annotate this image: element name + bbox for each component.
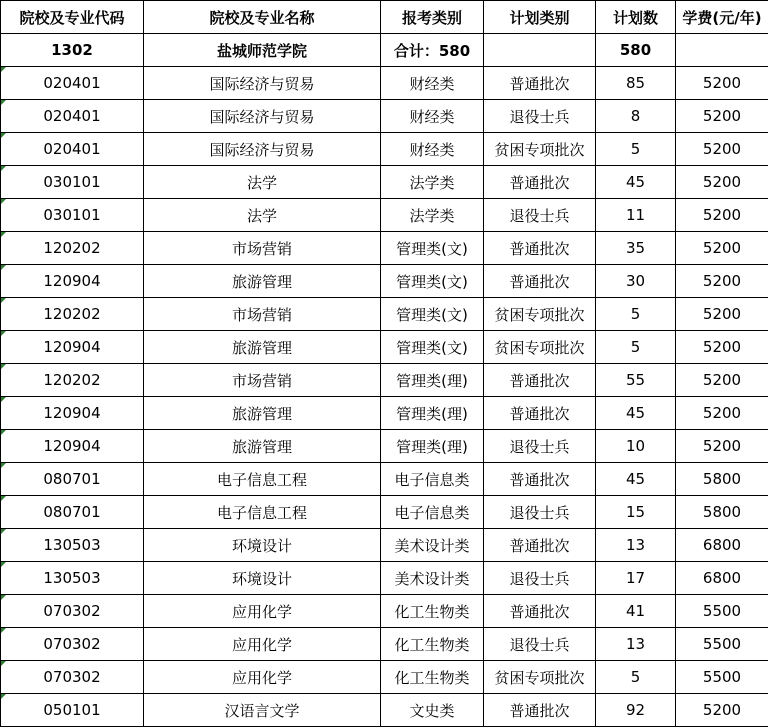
major-name: 旅游管理 — [144, 397, 381, 430]
table-row — [1, 331, 768, 364]
exam-category: 法学类 — [381, 166, 484, 199]
tuition-fee: 5200 — [676, 100, 768, 133]
major-code: 020401 — [1, 100, 144, 133]
plan-count: 85 — [596, 67, 676, 100]
exam-category: 管理类(文) — [381, 331, 484, 364]
plan-count: 13 — [596, 628, 676, 661]
major-name: 环境设计 — [144, 562, 381, 595]
table-row — [1, 694, 768, 727]
major-name: 市场营销 — [144, 364, 381, 397]
plan-type: 普通批次 — [484, 397, 596, 430]
tuition-fee: 5200 — [676, 265, 768, 298]
table-row — [1, 562, 768, 595]
tuition-fee: 5500 — [676, 661, 768, 694]
major-code: 020401 — [1, 133, 144, 166]
plan-type: 贫困专项批次 — [484, 331, 596, 364]
plan-type: 退役士兵 — [484, 562, 596, 595]
major-code: 070302 — [1, 661, 144, 694]
exam-category: 文史类 — [381, 694, 484, 727]
plan-count: 5 — [596, 298, 676, 331]
major-name: 旅游管理 — [144, 430, 381, 463]
exam-category: 美术设计类 — [381, 529, 484, 562]
major-name: 应用化学 — [144, 595, 381, 628]
plan-count: 11 — [596, 199, 676, 232]
major-code: 120904 — [1, 265, 144, 298]
table-row — [1, 595, 768, 628]
plan-type: 退役士兵 — [484, 100, 596, 133]
exam-category: 财经类 — [381, 67, 484, 100]
major-code: 120904 — [1, 331, 144, 364]
tuition-fee: 5200 — [676, 298, 768, 331]
plan-count: 13 — [596, 529, 676, 562]
plan-count: 41 — [596, 595, 676, 628]
tuition-fee: 5200 — [676, 199, 768, 232]
exam-category: 化工生物类 — [381, 628, 484, 661]
major-code: 080701 — [1, 496, 144, 529]
header-code: 院校及专业代码 — [1, 1, 144, 34]
exam-category: 管理类(文) — [381, 232, 484, 265]
tuition-fee: 5200 — [676, 166, 768, 199]
tuition-fee: 5200 — [676, 232, 768, 265]
plan-count: 8 — [596, 100, 676, 133]
major-name: 应用化学 — [144, 628, 381, 661]
exam-category: 化工生物类 — [381, 661, 484, 694]
major-code: 120202 — [1, 364, 144, 397]
plan-type: 普通批次 — [484, 463, 596, 496]
header-name: 院校及专业名称 — [144, 1, 381, 34]
tuition-fee: 6800 — [676, 529, 768, 562]
table-row — [1, 364, 768, 397]
exam-category: 化工生物类 — [381, 595, 484, 628]
plan-type: 普通批次 — [484, 232, 596, 265]
major-name: 国际经济与贸易 — [144, 67, 381, 100]
plan-type: 普通批次 — [484, 595, 596, 628]
plan-type: 普通批次 — [484, 67, 596, 100]
tuition-fee: 5500 — [676, 628, 768, 661]
plan-count: 45 — [596, 397, 676, 430]
table-row — [1, 298, 768, 331]
header-plan-type: 计划类别 — [484, 1, 596, 34]
table-row — [1, 265, 768, 298]
school-name: 盐城师范学院 — [144, 34, 381, 67]
tuition-fee: 5200 — [676, 364, 768, 397]
table-row — [1, 529, 768, 562]
table-row — [1, 232, 768, 265]
table-row — [1, 661, 768, 694]
tuition-fee: 5200 — [676, 694, 768, 727]
plan-count: 45 — [596, 463, 676, 496]
major-name: 市场营销 — [144, 298, 381, 331]
plan-count: 45 — [596, 166, 676, 199]
plan-type: 退役士兵 — [484, 628, 596, 661]
plan-count: 5 — [596, 661, 676, 694]
school-plan-type — [484, 34, 596, 67]
exam-category: 电子信息类 — [381, 463, 484, 496]
major-code: 020401 — [1, 67, 144, 100]
header-category: 报考类别 — [381, 1, 484, 34]
plan-count: 5 — [596, 133, 676, 166]
school-count: 580 — [596, 34, 676, 67]
major-name: 法学 — [144, 199, 381, 232]
plan-type: 普通批次 — [484, 364, 596, 397]
school-fee — [676, 34, 768, 67]
plan-type: 普通批次 — [484, 265, 596, 298]
major-name: 法学 — [144, 166, 381, 199]
major-name: 旅游管理 — [144, 265, 381, 298]
major-name: 国际经济与贸易 — [144, 100, 381, 133]
major-code: 030101 — [1, 199, 144, 232]
tuition-fee: 5200 — [676, 430, 768, 463]
school-summary-row — [1, 34, 768, 67]
exam-category: 管理类(理) — [381, 430, 484, 463]
table-row — [1, 430, 768, 463]
tuition-fee: 5200 — [676, 133, 768, 166]
plan-type: 贫困专项批次 — [484, 298, 596, 331]
major-name: 应用化学 — [144, 661, 381, 694]
exam-category: 财经类 — [381, 100, 484, 133]
plan-count: 92 — [596, 694, 676, 727]
major-code: 030101 — [1, 166, 144, 199]
plan-type: 普通批次 — [484, 166, 596, 199]
table-row — [1, 628, 768, 661]
header-count: 计划数 — [596, 1, 676, 34]
table-row — [1, 463, 768, 496]
tuition-fee: 5800 — [676, 463, 768, 496]
major-code: 070302 — [1, 628, 144, 661]
tuition-fee: 5200 — [676, 397, 768, 430]
plan-count: 55 — [596, 364, 676, 397]
exam-category: 管理类(理) — [381, 397, 484, 430]
major-name: 电子信息工程 — [144, 496, 381, 529]
plan-count: 15 — [596, 496, 676, 529]
major-code: 120202 — [1, 298, 144, 331]
plan-count: 35 — [596, 232, 676, 265]
major-code: 120904 — [1, 430, 144, 463]
plan-count: 10 — [596, 430, 676, 463]
plan-type: 退役士兵 — [484, 496, 596, 529]
tuition-fee: 5200 — [676, 67, 768, 100]
major-code: 130503 — [1, 562, 144, 595]
header-row — [1, 1, 768, 34]
major-name: 旅游管理 — [144, 331, 381, 364]
table-row — [1, 397, 768, 430]
exam-category: 法学类 — [381, 199, 484, 232]
header-fee: 学费(元/年) — [676, 1, 768, 34]
plan-type: 贫困专项批次 — [484, 661, 596, 694]
exam-category: 管理类(理) — [381, 364, 484, 397]
plan-count: 30 — [596, 265, 676, 298]
exam-category: 美术设计类 — [381, 562, 484, 595]
plan-type: 普通批次 — [484, 694, 596, 727]
major-name: 国际经济与贸易 — [144, 133, 381, 166]
table-row — [1, 166, 768, 199]
major-code: 120202 — [1, 232, 144, 265]
major-name: 市场营销 — [144, 232, 381, 265]
tuition-fee: 5800 — [676, 496, 768, 529]
tuition-fee: 5200 — [676, 331, 768, 364]
plan-type: 退役士兵 — [484, 430, 596, 463]
tuition-fee: 6800 — [676, 562, 768, 595]
table-row — [1, 67, 768, 100]
school-code: 1302 — [1, 34, 144, 67]
exam-category: 电子信息类 — [381, 496, 484, 529]
major-name: 汉语言文学 — [144, 694, 381, 727]
major-name: 环境设计 — [144, 529, 381, 562]
table-row — [1, 100, 768, 133]
major-code: 070302 — [1, 595, 144, 628]
plan-type: 普通批次 — [484, 529, 596, 562]
table-row — [1, 133, 768, 166]
exam-category: 管理类(文) — [381, 265, 484, 298]
major-code: 050101 — [1, 694, 144, 727]
major-code: 080701 — [1, 463, 144, 496]
major-name: 电子信息工程 — [144, 463, 381, 496]
major-code: 120904 — [1, 397, 144, 430]
school-total: 合计：580 — [381, 34, 484, 67]
exam-category: 管理类(文) — [381, 298, 484, 331]
table-row — [1, 496, 768, 529]
exam-category: 财经类 — [381, 133, 484, 166]
plan-count: 17 — [596, 562, 676, 595]
major-code: 130503 — [1, 529, 144, 562]
table-row — [1, 199, 768, 232]
tuition-fee: 5500 — [676, 595, 768, 628]
plan-count: 5 — [596, 331, 676, 364]
plan-type: 贫困专项批次 — [484, 133, 596, 166]
plan-type: 退役士兵 — [484, 199, 596, 232]
